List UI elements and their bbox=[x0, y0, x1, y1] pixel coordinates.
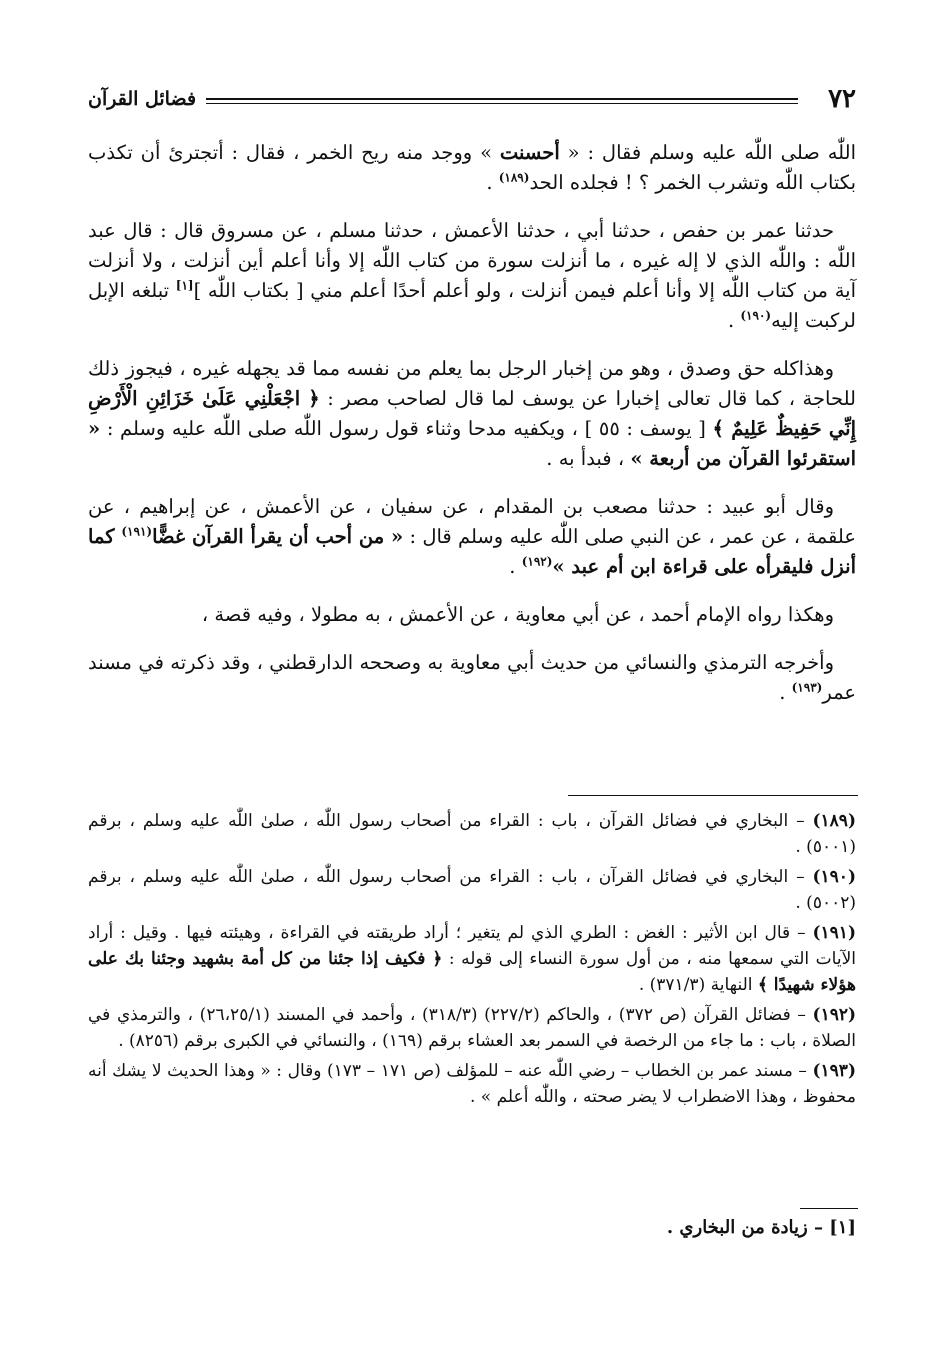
text-run: » ووجد منه ريح الخمر ، فقال : أتجترئ أن تكذب بكتاب اللّٰه وتشرب الخمر ؟ ! فجلده الحد bbox=[88, 141, 856, 194]
footnote-text: – مسند عمر بن الخطاب – رضي اللّٰه عنه – للمؤلف (ص ١٧١ – ١٧٣) وقال : « وهذا الحديث لا يشك أنه محفوظ ، وهذا الاضطراب لا يضر صحته ، واللّٰه أعلم » . bbox=[88, 1061, 856, 1107]
text-run: حدثنا عمر بن حفص ، حدثنا أبي ، حدثنا الأعمش ، حدثنا مسلم ، عن مسروق قال : قال عبد اللّٰه : واللّٰه الذي لا إله غيره ، ما أنزلت سورة من كتاب اللّٰه إلا وأنا أعلم أين أنزلت ، ولا أنزلت آية من كتاب اللّٰه إلا وأنا أعلم فيمن أنزلت ، ولو أعلم أحدًا أعلم مني [ بكتاب اللّٰه ] bbox=[88, 219, 856, 302]
text-run: وهذاكله حق وصدق ، وهو من إخبار الرجل بما يعلم من نفسه مما قد يجهله غيره ، فيجوز ذلك للحاجة ، كما قال تعالى إخبارا عن يوسف لما قال لصاحب مصر : bbox=[88, 357, 856, 410]
footnotes bbox=[88, 808, 856, 1114]
paragraph-3 bbox=[88, 354, 856, 474]
text-run: [ يوسف : ٥٥ ] ، ويكفيه مدحا وثناء قول رسول اللّٰه صلى اللّٰه عليه وسلم : bbox=[100, 417, 713, 440]
hadith-quote: « استقرئوا القرآن من أربعة » bbox=[88, 417, 856, 470]
footnote-ref: (١٩٠) bbox=[740, 308, 772, 323]
paragraph-4 bbox=[88, 492, 856, 582]
footnote-text: – البخاري في فضائل القرآن ، باب : القراء من أصحاب رسول اللّٰه ، صلىٰ اللّٰه عليه وسلم ، برقم (٥٠٠١) . bbox=[88, 811, 856, 857]
footnote bbox=[88, 920, 856, 998]
running-title: فضائل القرآن bbox=[88, 88, 197, 110]
footnote-text: – فضائل القرآن (ص ٣٧٢) ، والحاكم (٢٢٧/٢) (٣١٨/٣) ، وأحمد في المسند (٢٦،٢٥/١) ، والترمذي في الصلاة ، باب : ما جاء من الرخصة في السمر بعد العشاء برقم (١٦٩) ، والنسائي في الكبرى برقم (٨٢٥٦) . bbox=[88, 1005, 856, 1051]
footnote-number: (١٩١) bbox=[812, 923, 856, 943]
footnote-number: (١٨٩) bbox=[812, 811, 856, 831]
editor-note bbox=[88, 1214, 856, 1242]
quran-quote: ﴿ اجْعَلْنِي عَلَىٰ خَزَائِنِ الْأَرْضِ إِنِّي حَفِيظٌ عَلِيمٌ ﴾ bbox=[88, 387, 857, 440]
paragraph-6 bbox=[88, 648, 856, 708]
footnote-separator bbox=[568, 795, 858, 796]
footnote-text: – البخاري في فضائل القرآن ، باب : القراء من أصحاب رسول اللّٰه ، صلىٰ اللّٰه عليه وسلم ، برقم (٥٠٠٢) . bbox=[88, 867, 856, 913]
text-run: تبلغه الإبل لركبت إليه bbox=[88, 279, 856, 332]
text-run: وهكذا رواه الإمام أحمد ، عن أبي معاوية ، عن الأعمش ، به مطولا ، وفيه قصة ، bbox=[201, 603, 834, 626]
footnote-number: (١٩٣) bbox=[812, 1061, 856, 1081]
text-run: وأخرجه الترمذي والنسائي من حديث أبي معاوية به وصححه الدارقطني ، وقد ذكرته في مسند عمر bbox=[88, 651, 856, 704]
page-header bbox=[88, 84, 856, 120]
footnote-number: (١٩٢) bbox=[812, 1005, 857, 1025]
editor-note-text: – زيادة من البخاري . bbox=[666, 1217, 830, 1238]
footnote bbox=[88, 864, 856, 916]
footnote-ref: (١٩٢) bbox=[521, 554, 553, 569]
text-run: . bbox=[486, 171, 499, 194]
quran-quote: ﴿ فكيف إذا جئنا من كل أمة بشهيد وجئنا بك على هؤلاء شهيدًا ﴾ bbox=[88, 949, 856, 995]
editor-note-number: [١] bbox=[829, 1217, 856, 1238]
footnote-text: النهاية (٣٧١/٣) . bbox=[638, 975, 758, 995]
footnote bbox=[88, 1058, 856, 1110]
footnote-ref: (١٩١) bbox=[121, 524, 153, 539]
paragraph-1 bbox=[88, 138, 856, 198]
hadith-quote: « من أحب أن يقرأ القرآن غضًّا bbox=[152, 525, 404, 548]
editor-ref: [١] bbox=[175, 278, 194, 293]
header-rule bbox=[206, 98, 798, 104]
paragraph-2 bbox=[88, 216, 856, 336]
text-run: وقال أبو عبيد : حدثنا مصعب بن المقدام ، عن سفيان ، عن الأعمش ، عن إبراهيم ، عن علقمة ، عن عمر ، عن النبي صلى اللّٰه عليه وسلم قال : bbox=[88, 495, 856, 548]
footnote bbox=[88, 1002, 856, 1054]
paragraph-5 bbox=[88, 600, 856, 630]
footnote-number: (١٩٠) bbox=[812, 867, 856, 887]
text-run: اللّٰه صلى اللّٰه عليه وسلم فقال : « bbox=[559, 141, 856, 164]
text-run: . bbox=[779, 681, 792, 704]
text-run: . bbox=[727, 309, 741, 332]
footnote-ref: (١٩٣) bbox=[791, 680, 823, 695]
page-number: ٧٢ bbox=[828, 84, 856, 114]
hadith-quote: كما أنزل فليقرأه على قراءة ابن أم عبد » bbox=[88, 525, 856, 578]
footnote-text: – قال ابن الأثير : الغض : الطري الذي لم يتغير ؛ أراد طريقته في القراءة ، وهيئته فيها . وقيل : أراد الآيات التي سمعها منه ، من أول سورة النساء إلى قوله : bbox=[88, 923, 856, 969]
main-text bbox=[88, 138, 856, 726]
footnote-ref: (١٨٩) bbox=[498, 170, 530, 185]
text-run: ، فبدأ به . bbox=[546, 447, 631, 470]
editor-note-separator bbox=[800, 1208, 858, 1209]
text-run: . bbox=[509, 555, 522, 578]
footnote bbox=[88, 808, 856, 860]
bold-run: أحسنت bbox=[499, 141, 560, 164]
